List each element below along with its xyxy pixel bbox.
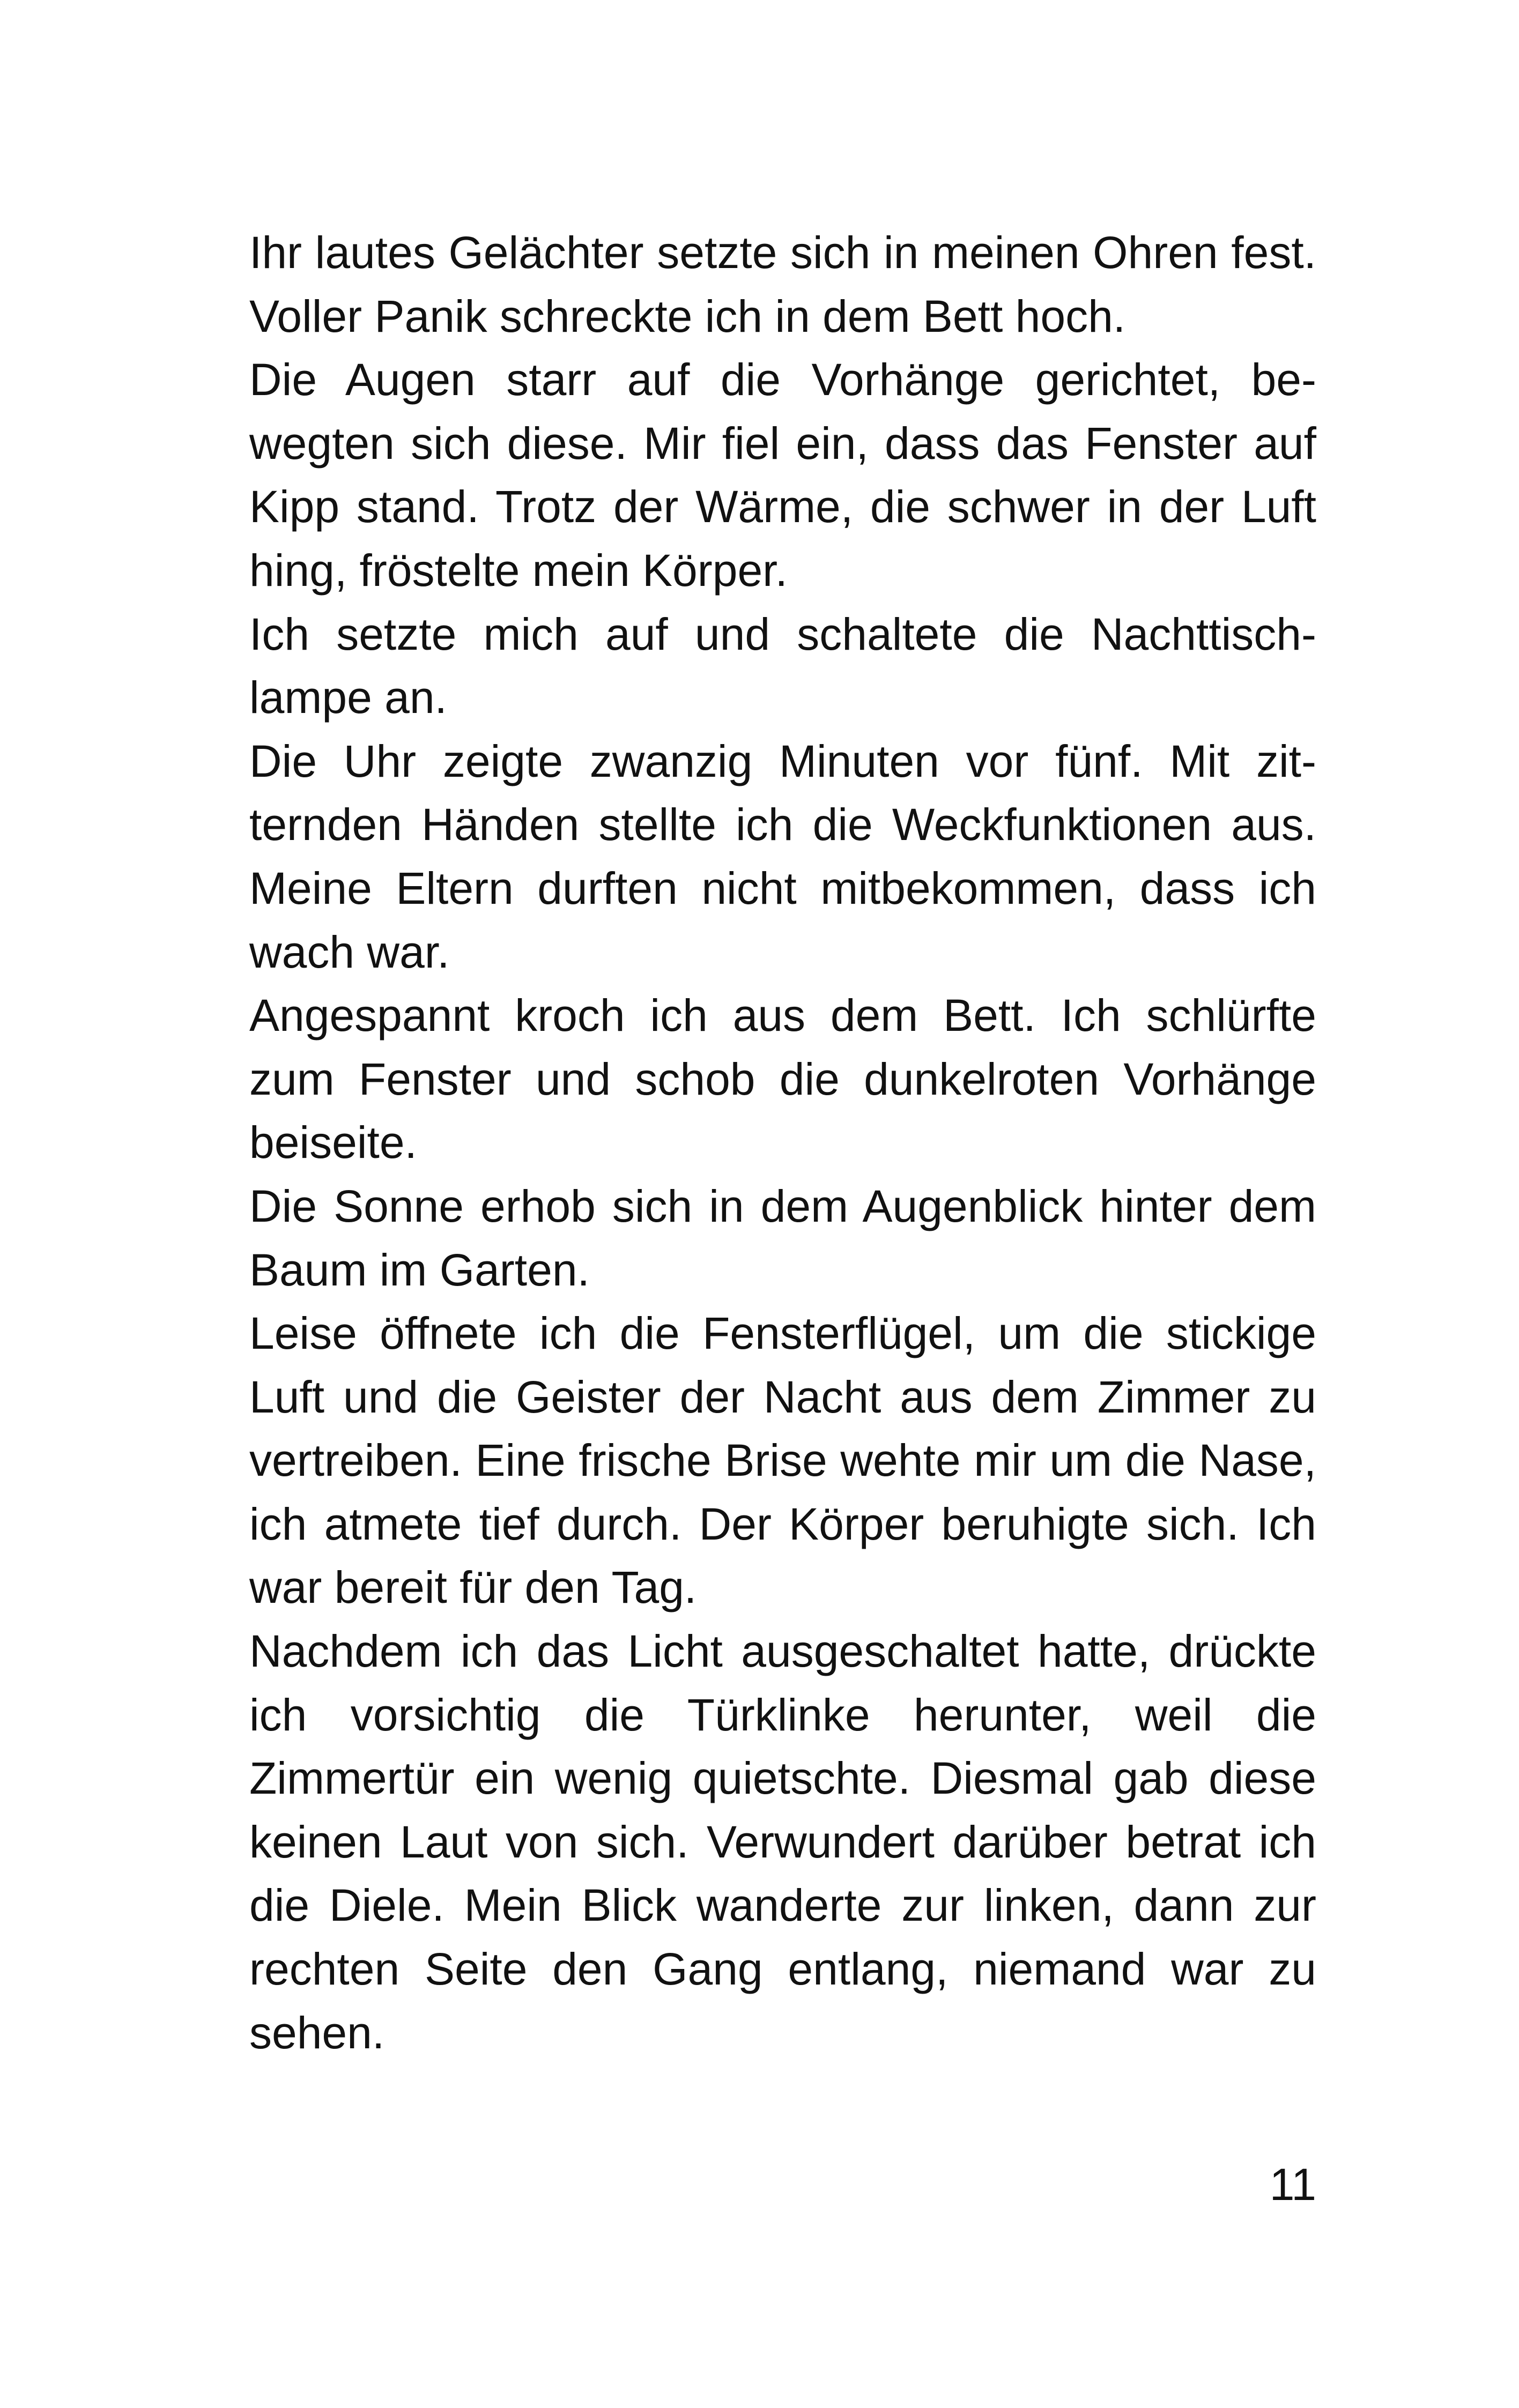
body-text <box>249 221 1316 2064</box>
paragraph-2: Die Augen starr auf die Vorhänge gerichtet, be-wegten sich diese. Mir fiel ein, dass das Fenster auf Kipp stand. Trotz der Wärme, die schwer in der Luft hing, fröstelte mein Körper. <box>249 354 1316 596</box>
paragraph-6: Die Sonne erhob sich in dem Augenblick hinter dem Baum im Garten. <box>249 1180 1316 1295</box>
paragraph-4: Die Uhr zeigte zwanzig Minuten vor fünf. Mit zit-ternden Händen stellte ich die Weckfunktionen aus. Meine Eltern durften nicht mitbekommen, dass ich wach war. <box>249 735 1316 977</box>
page-number: 11 <box>1269 2159 1316 2210</box>
paragraph-7: Leise öffnete ich die Fensterflügel, um die stickige Luft und die Geister der Nacht aus dem Zimmer zu vertreiben. Eine frische Brise wehte mir um die Nase, ich atmete tief durch. Der Körper beruhigte sich. Ich war bereit für den Tag. <box>249 1308 1316 1613</box>
paragraph-8: Nachdem ich das Licht ausgeschaltet hatte, drückte ich vorsichtig die Türklinke herunter, weil die Zimmertür ein wenig quietschte. Diesmal gab diese keinen Laut von sich. Verwundert darüber betrat ich die Diele. Mein Blick wanderte zur linken, dann zur rechten Seite den Gang entlang, niemand war zu sehen. <box>249 1626 1316 2058</box>
paragraph-3: Ich setzte mich auf und schaltete die Nachttisch-lampe an. <box>249 608 1316 723</box>
paragraph-5: Angespannt kroch ich aus dem Bett. Ich schlürfte zum Fenster und schob die dunkelroten Vorhänge beiseite. <box>249 990 1316 1168</box>
paragraph-1: Ihr lautes Gelächter setzte sich in meinen Ohren fest. Voller Panik schreckte ich in dem Bett hoch. <box>249 227 1316 341</box>
